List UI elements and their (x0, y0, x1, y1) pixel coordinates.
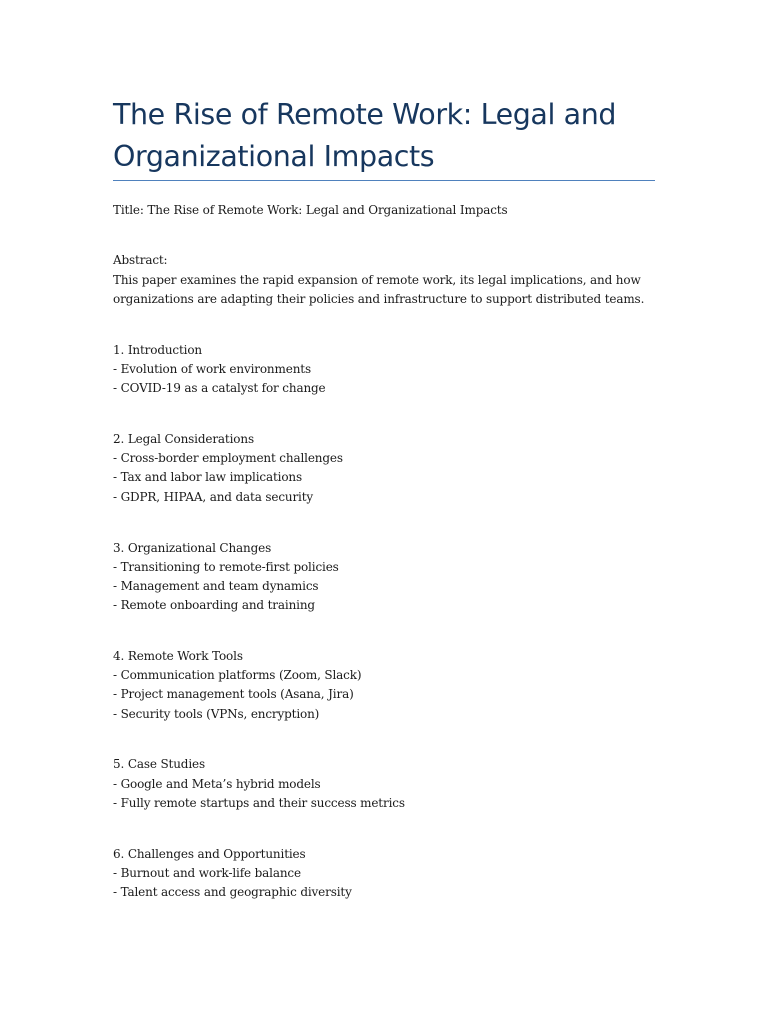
list-item: - Talent access and geographic diversity (113, 885, 352, 899)
list-item: - Cross-border employment challenges (113, 451, 343, 465)
heading-underline (113, 180, 655, 181)
list-item: - Google and Meta’s hybrid models (113, 777, 321, 791)
title-line: Title: The Rise of Remote Work: Legal and Organizational Impacts (113, 203, 508, 217)
list-item: - Tax and labor law implications (113, 470, 303, 484)
section-heading-organizational-changes: 3. Organizational Changes (113, 541, 272, 555)
section-heading-legal-considerations: 2. Legal Considerations (113, 432, 254, 446)
list-item: - GDPR, HIPAA, and data security (113, 490, 314, 504)
list-item: - Management and team dynamics (113, 579, 319, 593)
list-item: - Fully remote startups and their success metrics (113, 796, 405, 810)
abstract-line: organizations are adapting their policies and infrastructure to support distributed teams. (113, 292, 645, 306)
document-heading: The Rise of Remote Work: Legal and Organizational Impacts (113, 98, 617, 173)
section-heading-introduction: 1. Introduction (113, 343, 203, 357)
list-item: - COVID-19 as a catalyst for change (113, 381, 326, 395)
abstract-label: Abstract: (113, 253, 168, 267)
abstract-line: This paper examines the rapid expansion of remote work, its legal implications, and how (113, 273, 641, 287)
section-heading-case-studies: 5. Case Studies (113, 757, 205, 771)
list-item: - Remote onboarding and training (113, 598, 315, 612)
section-heading-remote-work-tools: 4. Remote Work Tools (113, 649, 243, 663)
list-item: - Evolution of work environments (113, 362, 311, 376)
list-item: - Security tools (VPNs, encryption) (113, 707, 320, 721)
list-item: - Burnout and work-life balance (113, 866, 301, 880)
section-heading-challenges-and-opportunities: 6. Challenges and Opportunities (113, 847, 306, 861)
list-item: - Communication platforms (Zoom, Slack) (113, 668, 362, 682)
list-item: - Transitioning to remote-first policies (113, 560, 339, 574)
list-item: - Project management tools (Asana, Jira) (113, 687, 354, 701)
